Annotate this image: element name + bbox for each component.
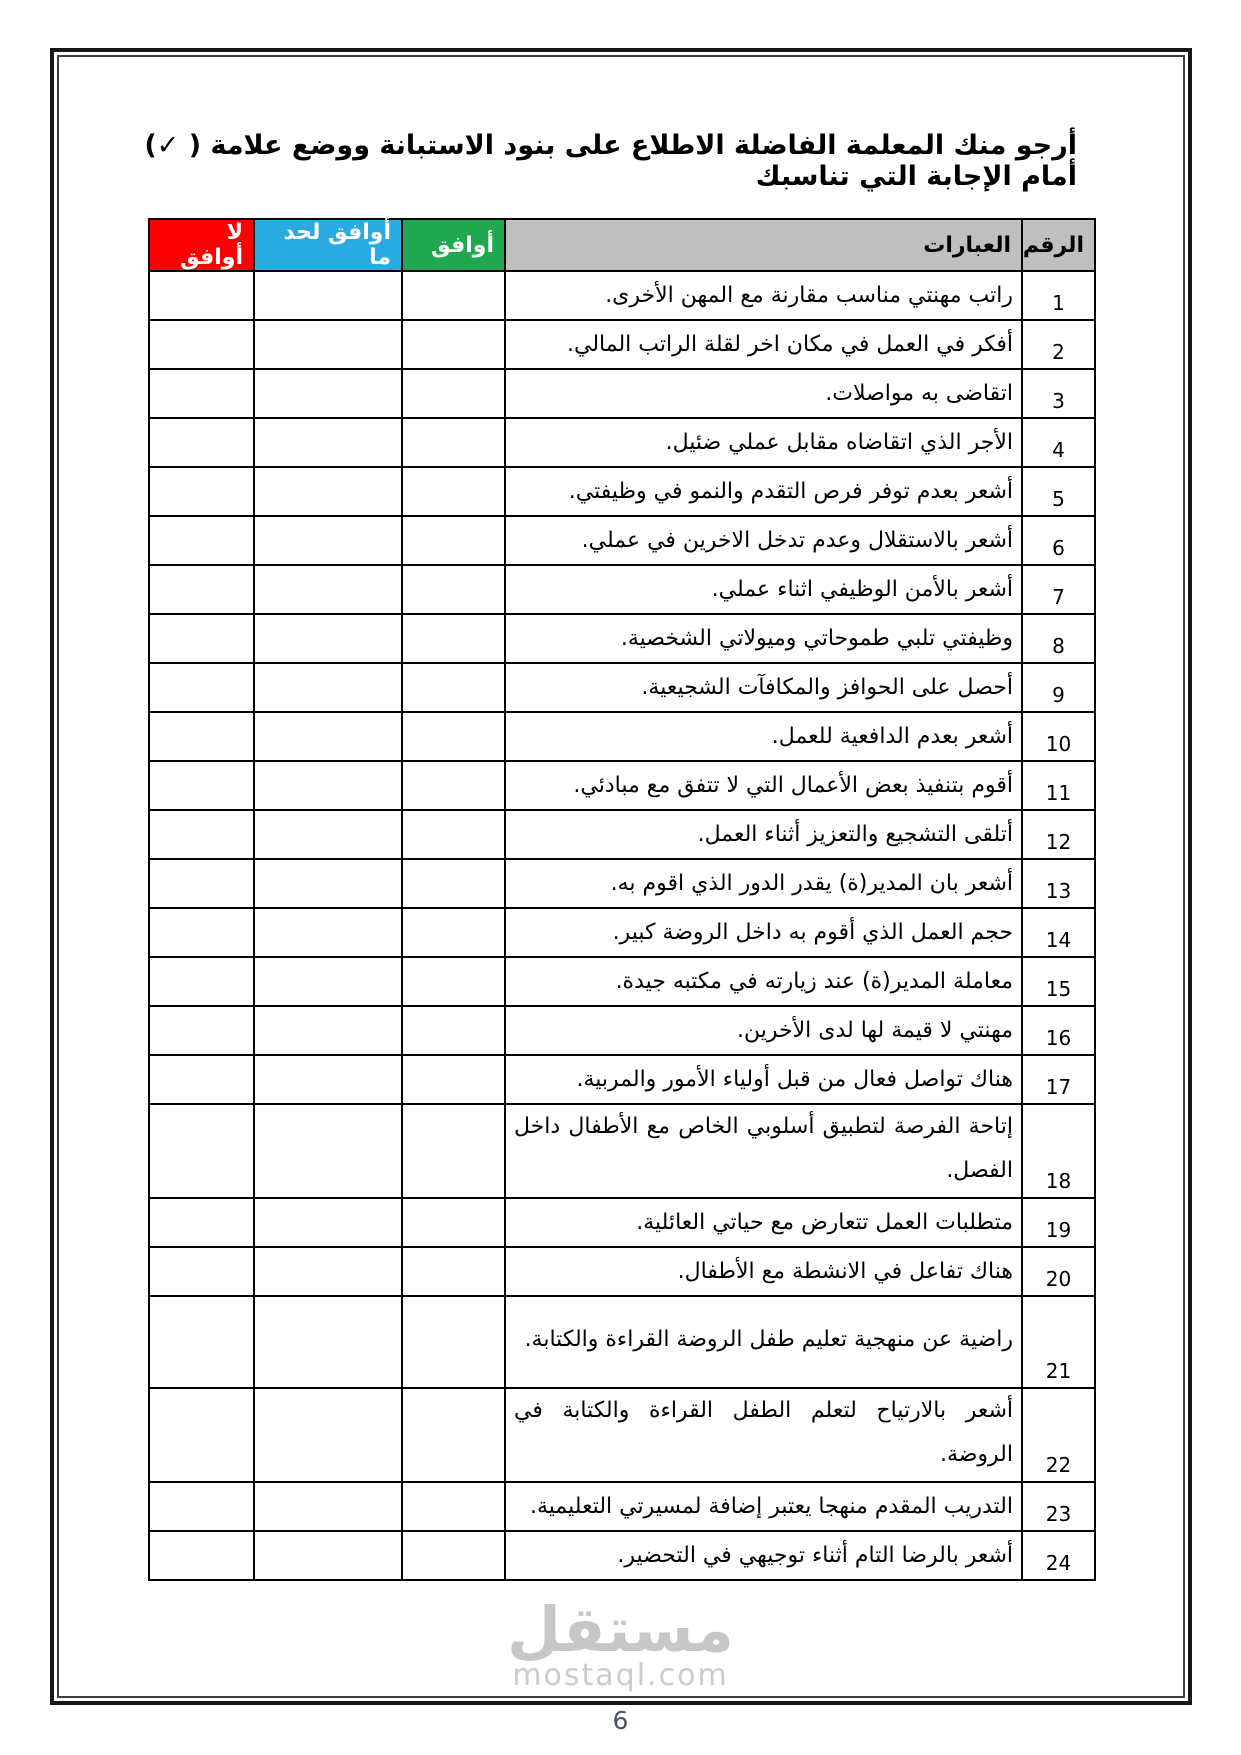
page-title: أرجو منك المعلمة الفاضلة الاطلاع على بنود الاستبانة ووضع علامة ( ✓) أمام الإجابة التي تناسبك (144, 130, 1077, 192)
answer-cell-somewhat-agree[interactable] (254, 908, 402, 957)
answer-cell-agree[interactable] (402, 663, 505, 712)
row-number: 7 (1022, 565, 1095, 614)
row-number: 17 (1022, 1055, 1095, 1104)
statement-text: أتلقى التشجيع والتعزيز أثناء العمل. (505, 810, 1022, 859)
table-row (149, 467, 1095, 516)
statement-text: أشعر بالاستقلال وعدم تدخل الاخرين في عملي. (505, 516, 1022, 565)
answer-cell-somewhat-agree[interactable] (254, 761, 402, 810)
answer-cell-disagree[interactable] (149, 369, 254, 418)
row-number: 23 (1022, 1482, 1095, 1531)
row-number: 3 (1022, 369, 1095, 418)
row-number: 6 (1022, 516, 1095, 565)
row-number: 24 (1022, 1531, 1095, 1580)
watermark (0, 1593, 1241, 1694)
statement-text: أشعر بالأمن الوظيفي اثناء عملي. (505, 565, 1022, 614)
row-number: 20 (1022, 1247, 1095, 1296)
row-number: 12 (1022, 810, 1095, 859)
table-row (149, 859, 1095, 908)
table-row (149, 320, 1095, 369)
answer-cell-disagree[interactable] (149, 1055, 254, 1104)
table-row (149, 761, 1095, 810)
answer-cell-somewhat-agree[interactable] (254, 859, 402, 908)
statement-text: أحصل على الحوافز والمكافآت الشجيعية. (505, 663, 1022, 712)
watermark-arabic-logo: مستقل (507, 1593, 734, 1666)
watermark-domain-text: mostaql.com (512, 1658, 729, 1694)
statement-text: أشعر بعدم الدافعية للعمل. (505, 712, 1022, 761)
table-row (149, 712, 1095, 761)
answer-cell-disagree[interactable] (149, 1388, 254, 1482)
table-row (149, 565, 1095, 614)
answer-cell-agree[interactable] (402, 761, 505, 810)
answer-cell-somewhat-agree[interactable] (254, 1531, 402, 1580)
row-number: 22 (1022, 1388, 1095, 1482)
row-number: 16 (1022, 1006, 1095, 1055)
answer-cell-disagree[interactable] (149, 859, 254, 908)
answer-cell-somewhat-agree[interactable] (254, 1247, 402, 1296)
answer-cell-disagree[interactable] (149, 614, 254, 663)
row-number: 14 (1022, 908, 1095, 957)
answer-cell-agree[interactable] (402, 859, 505, 908)
answer-cell-somewhat-agree[interactable] (254, 810, 402, 859)
row-number: 19 (1022, 1198, 1095, 1247)
answer-cell-disagree[interactable] (149, 1104, 254, 1198)
answer-cell-disagree[interactable] (149, 467, 254, 516)
row-number: 10 (1022, 712, 1095, 761)
answer-cell-disagree[interactable] (149, 271, 254, 320)
table-row (149, 369, 1095, 418)
table-row (149, 516, 1095, 565)
answer-cell-agree[interactable] (402, 1247, 505, 1296)
row-number: 21 (1022, 1296, 1095, 1388)
answer-cell-disagree[interactable] (149, 418, 254, 467)
answer-cell-somewhat-agree[interactable] (254, 1482, 402, 1531)
header-statements: العبارات (505, 219, 1022, 271)
table-row (149, 1296, 1095, 1388)
answer-cell-somewhat-agree[interactable] (254, 1104, 402, 1198)
statement-text: راضية عن منهجية تعليم طفل الروضة القراءة والكتابة. (505, 1296, 1022, 1388)
answer-cell-disagree[interactable] (149, 908, 254, 957)
answer-cell-somewhat-agree[interactable] (254, 369, 402, 418)
row-number: 13 (1022, 859, 1095, 908)
answer-cell-disagree[interactable] (149, 663, 254, 712)
answer-cell-disagree[interactable] (149, 712, 254, 761)
table-row (149, 1104, 1095, 1198)
answer-cell-disagree[interactable] (149, 1531, 254, 1580)
table-row (149, 908, 1095, 957)
answer-cell-agree[interactable] (402, 810, 505, 859)
answer-cell-somewhat-agree[interactable] (254, 663, 402, 712)
statement-text: أشعر بالرضا التام أثناء توجيهي في التحضير. (505, 1531, 1022, 1580)
answer-cell-somewhat-agree[interactable] (254, 320, 402, 369)
table-row (149, 1482, 1095, 1531)
row-number: 4 (1022, 418, 1095, 467)
answer-cell-disagree[interactable] (149, 1006, 254, 1055)
statement-text: أشعر بالارتياح لتعلم الطفل القراءة والكتابة في الروضة. (505, 1388, 1022, 1482)
table-row (149, 614, 1095, 663)
table-row (149, 957, 1095, 1006)
answer-cell-somewhat-agree[interactable] (254, 1006, 402, 1055)
table-row (149, 810, 1095, 859)
table-row (149, 1055, 1095, 1104)
row-number: 5 (1022, 467, 1095, 516)
answer-cell-disagree[interactable] (149, 957, 254, 1006)
answer-cell-agree[interactable] (402, 320, 505, 369)
table-row (149, 1247, 1095, 1296)
answer-cell-agree[interactable] (402, 908, 505, 957)
answer-cell-somewhat-agree[interactable] (254, 614, 402, 663)
answer-cell-agree[interactable] (402, 1388, 505, 1482)
row-number: 11 (1022, 761, 1095, 810)
answer-cell-agree[interactable] (402, 1531, 505, 1580)
row-number: 8 (1022, 614, 1095, 663)
answer-cell-somewhat-agree[interactable] (254, 1198, 402, 1247)
answer-cell-somewhat-agree[interactable] (254, 271, 402, 320)
answer-cell-somewhat-agree[interactable] (254, 712, 402, 761)
statement-text: أشعر بعدم توفر فرص التقدم والنمو في وظيفتي. (505, 467, 1022, 516)
answer-cell-agree[interactable] (402, 369, 505, 418)
table-row (149, 1388, 1095, 1482)
answer-cell-agree[interactable] (402, 418, 505, 467)
survey-table (148, 218, 1096, 1581)
statement-text: أفكر في العمل في مكان اخر لقلة الراتب المالي. (505, 320, 1022, 369)
row-number: 9 (1022, 663, 1095, 712)
table-header-row (149, 219, 1095, 271)
answer-cell-somewhat-agree[interactable] (254, 467, 402, 516)
answer-cell-disagree[interactable] (149, 565, 254, 614)
statement-text: أقوم بتنفيذ بعض الأعمال التي لا تتفق مع مبادئي. (505, 761, 1022, 810)
statement-text: التدريب المقدم منهجا يعتبر إضافة لمسيرتي التعليمية. (505, 1482, 1022, 1531)
table-row (149, 663, 1095, 712)
table-row (149, 271, 1095, 320)
page-number: 6 (612, 1706, 629, 1735)
row-number: 18 (1022, 1104, 1095, 1198)
table-row (149, 1006, 1095, 1055)
table-row (149, 1531, 1095, 1580)
statement-text: متطلبات العمل تتعارض مع حياتي العائلية. (505, 1198, 1022, 1247)
answer-cell-disagree[interactable] (149, 320, 254, 369)
answer-cell-agree[interactable] (402, 1482, 505, 1531)
answer-cell-somewhat-agree[interactable] (254, 1296, 402, 1388)
answer-cell-somewhat-agree[interactable] (254, 565, 402, 614)
answer-cell-agree[interactable] (402, 957, 505, 1006)
answer-cell-disagree[interactable] (149, 761, 254, 810)
statement-text: إتاحة الفرصة لتطبيق أسلوبي الخاص مع الأطفال داخل الفصل. (505, 1104, 1022, 1198)
answer-cell-agree[interactable] (402, 467, 505, 516)
row-number: 1 (1022, 271, 1095, 320)
answer-cell-agree[interactable] (402, 614, 505, 663)
answer-cell-somewhat-agree[interactable] (254, 957, 402, 1006)
answer-cell-disagree[interactable] (149, 1482, 254, 1531)
answer-cell-somewhat-agree[interactable] (254, 1388, 402, 1482)
statement-text: وظيفتي تلبي طموحاتي وميولاتي الشخصية. (505, 614, 1022, 663)
header-disagree: لا أوافق (149, 219, 254, 271)
answer-cell-agree[interactable] (402, 565, 505, 614)
statement-text: هناك تفاعل في الانشطة مع الأطفال. (505, 1247, 1022, 1296)
statement-text: اتقاضى به مواصلات. (505, 369, 1022, 418)
answer-cell-agree[interactable] (402, 1104, 505, 1198)
header-somewhat-agree: أوافق لحد ما (254, 219, 402, 271)
answer-cell-disagree[interactable] (149, 1198, 254, 1247)
table-row (149, 1198, 1095, 1247)
statement-text: هناك تواصل فعال من قبل أولياء الأمور والمربية. (505, 1055, 1022, 1104)
row-number: 15 (1022, 957, 1095, 1006)
row-number: 2 (1022, 320, 1095, 369)
statement-text: الأجر الذي اتقاضاه مقابل عملي ضئيل. (505, 418, 1022, 467)
statement-text: راتب مهنتي مناسب مقارنة مع المهن الأخرى. (505, 271, 1022, 320)
statement-text: معاملة المدير(ة) عند زيارته في مكتبه جيدة. (505, 957, 1022, 1006)
answer-cell-agree[interactable] (402, 1296, 505, 1388)
answer-cell-agree[interactable] (402, 1006, 505, 1055)
answer-cell-agree[interactable] (402, 1055, 505, 1104)
answer-cell-agree[interactable] (402, 1198, 505, 1247)
answer-cell-disagree[interactable] (149, 516, 254, 565)
answer-cell-agree[interactable] (402, 271, 505, 320)
header-agree: أوافق (402, 219, 505, 271)
header-number: الرقم (1022, 219, 1095, 271)
answer-cell-agree[interactable] (402, 712, 505, 761)
answer-cell-disagree[interactable] (149, 1247, 254, 1296)
answer-cell-disagree[interactable] (149, 810, 254, 859)
statement-text: مهنتي لا قيمة لها لدى الأخرين. (505, 1006, 1022, 1055)
table-row (149, 418, 1095, 467)
answer-cell-somewhat-agree[interactable] (254, 516, 402, 565)
statement-text: أشعر بان المدير(ة) يقدر الدور الذي اقوم به. (505, 859, 1022, 908)
answer-cell-somewhat-agree[interactable] (254, 1055, 402, 1104)
answer-cell-agree[interactable] (402, 516, 505, 565)
answer-cell-somewhat-agree[interactable] (254, 418, 402, 467)
statement-text: حجم العمل الذي أقوم به داخل الروضة كبير. (505, 908, 1022, 957)
answer-cell-disagree[interactable] (149, 1296, 254, 1388)
